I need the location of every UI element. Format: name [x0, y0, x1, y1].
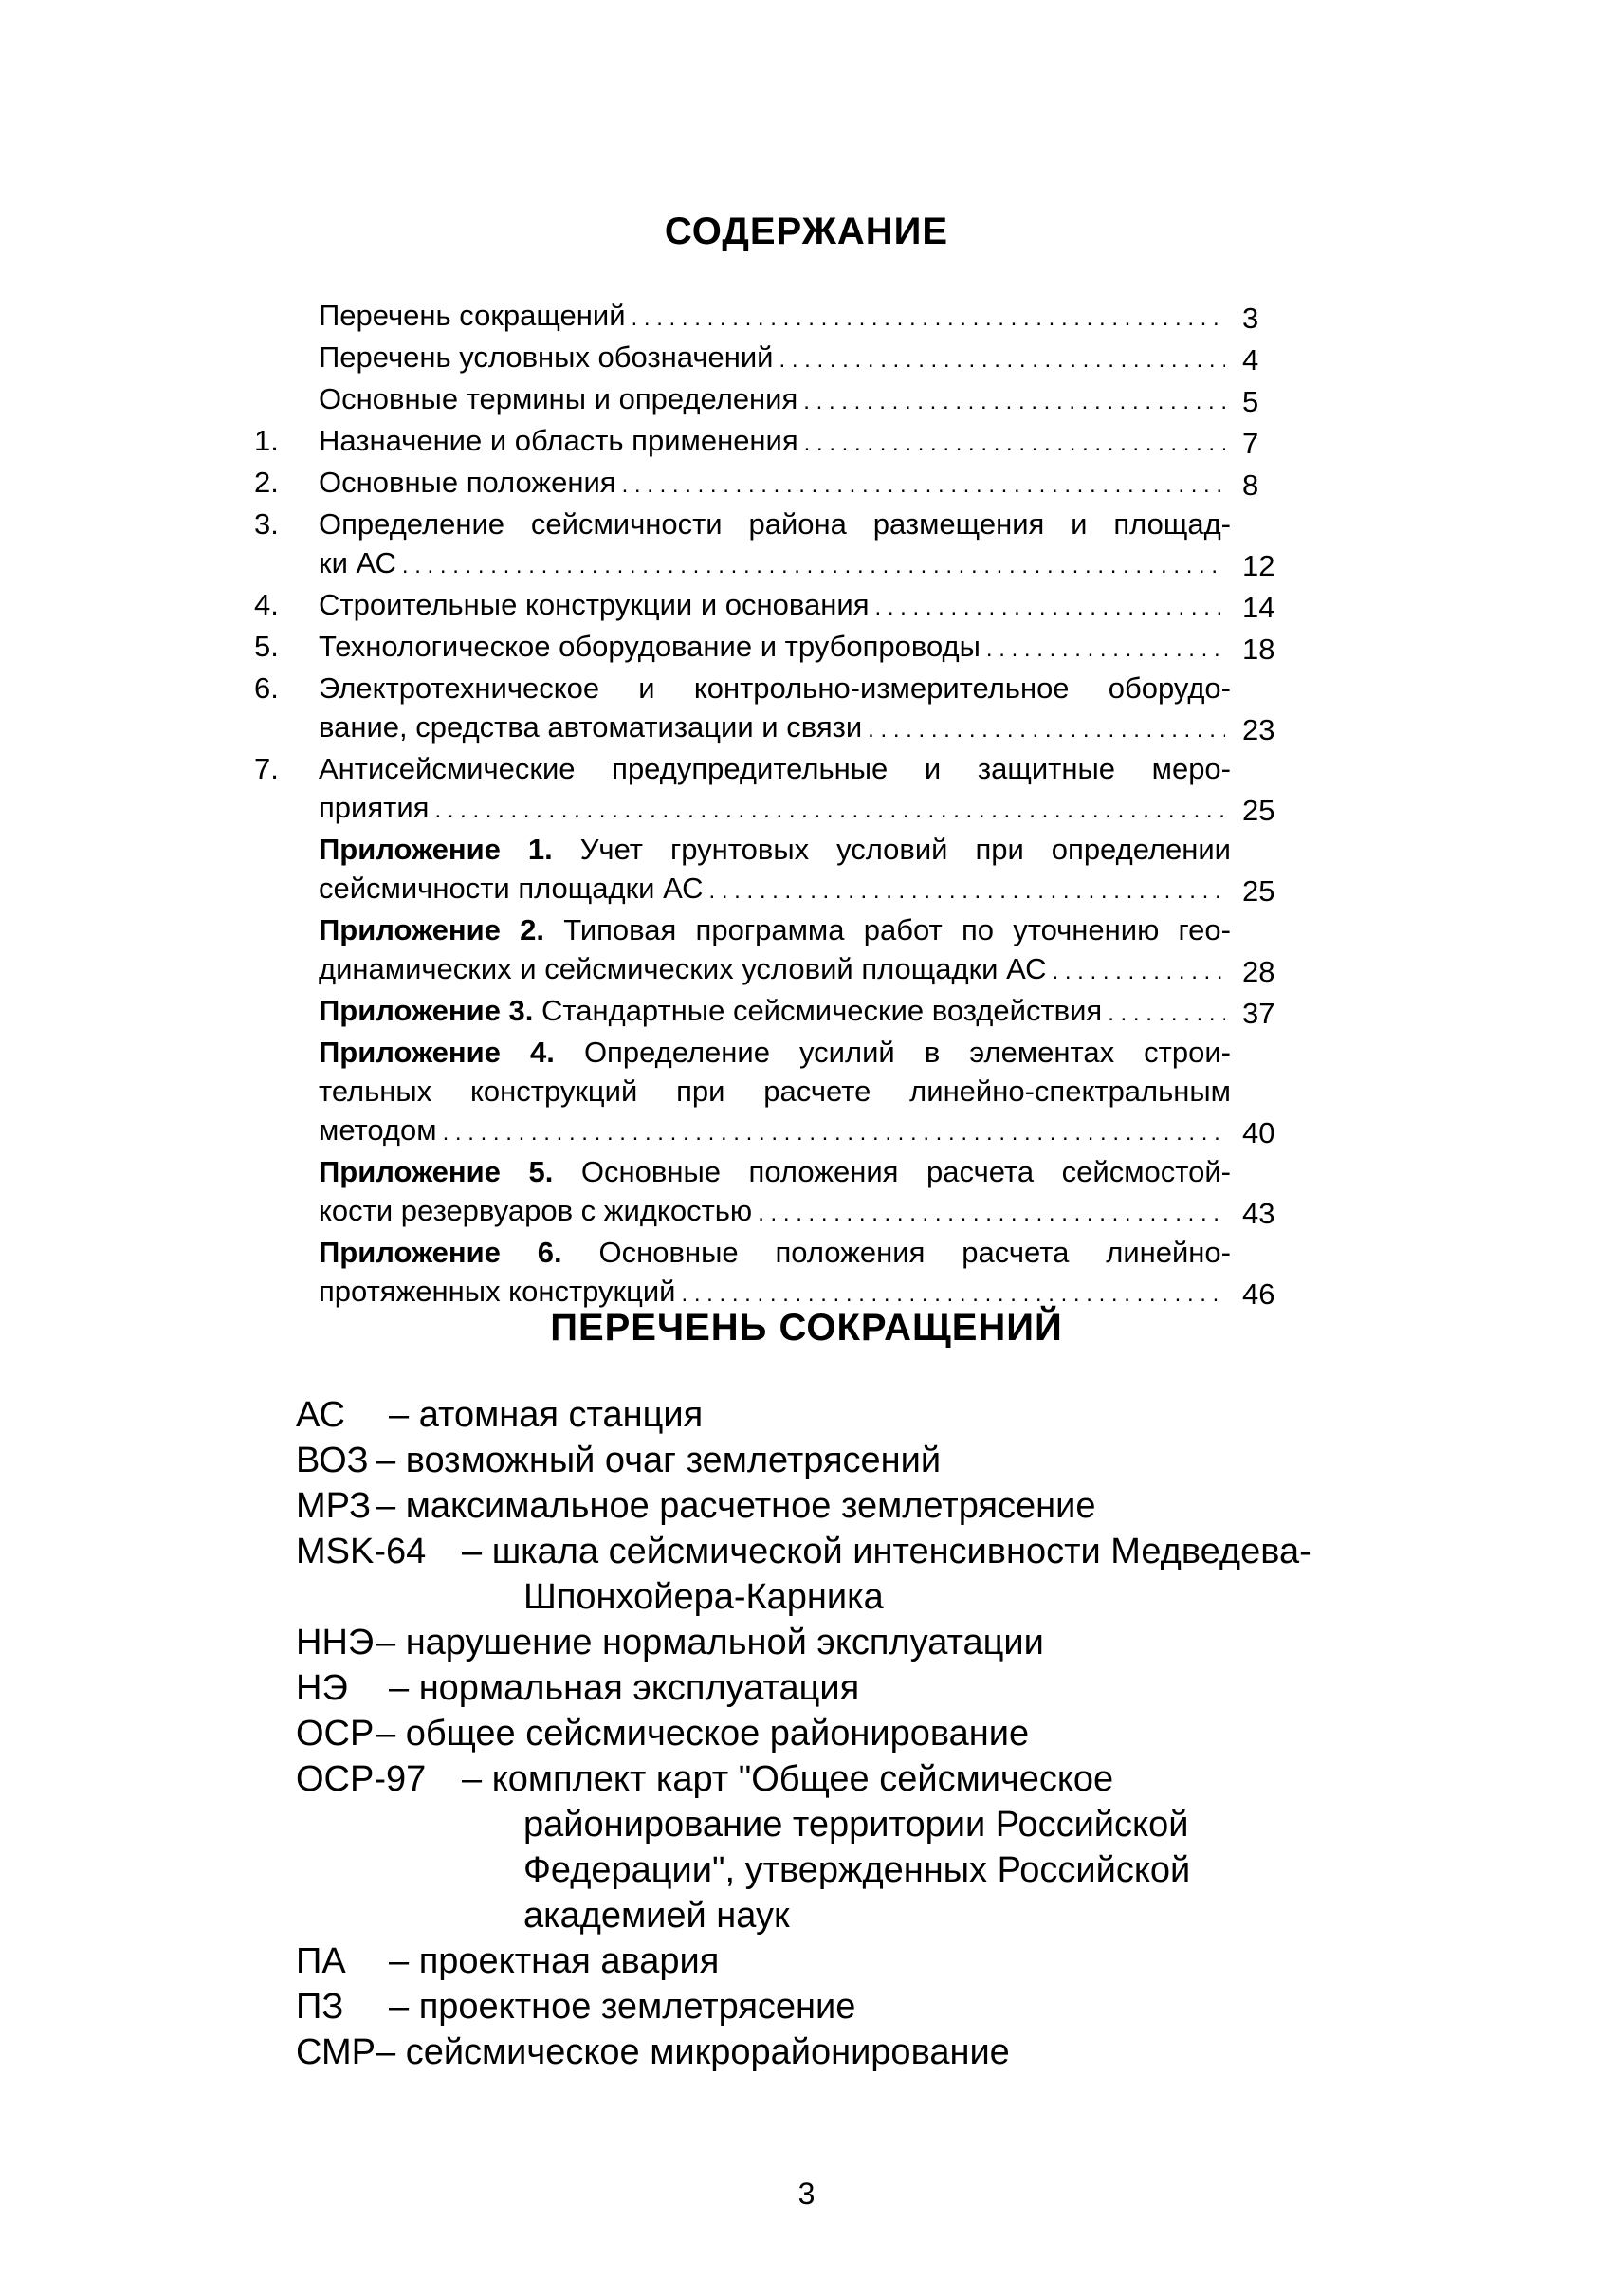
abbreviation-definition: – нарушение нормальной эксплуатации — [376, 1623, 1044, 1662]
abbreviation-row — [296, 1483, 1415, 1529]
toc-entry — [254, 910, 1299, 991]
toc-entry — [254, 338, 1299, 379]
toc-entry-number: 7. — [254, 752, 279, 785]
abbreviation-definition: – проектное землетрясение — [389, 1987, 856, 2027]
toc-entry-lastline — [319, 788, 1231, 830]
toc-entry — [254, 830, 1299, 910]
abbreviation-definition-continued: Шпонхойера-Карника — [523, 1577, 884, 1617]
toc-entry — [254, 627, 1299, 669]
toc-heading: СОДЕРЖАНИЕ — [664, 211, 949, 252]
appendix-label: Приложение 6. — [319, 1236, 562, 1269]
toc-entry-line: Приложение 6. Основные положения расчета линейно- — [319, 1236, 1231, 1269]
toc-entry — [254, 421, 1299, 463]
toc-entry — [254, 1152, 1299, 1233]
dot-leader — [622, 466, 1225, 505]
abbreviation-row — [296, 1984, 1415, 2030]
appendix-label: Приложение 2. — [319, 913, 545, 946]
toc-page-number: 18 — [1242, 633, 1275, 666]
toc-entry-line: Антисейсмические предупредительные и защитные меро- — [319, 752, 1231, 785]
toc-entry-lastline — [319, 949, 1231, 991]
toc-entry — [254, 991, 1299, 1033]
toc-entry-lastline — [319, 421, 1231, 463]
toc-entry-line: Приложение 5. Основные положения расчета сейсмостой- — [319, 1155, 1231, 1188]
dot-leader — [986, 630, 1225, 669]
toc-entry-lastline — [319, 1191, 1231, 1233]
toc-entry — [254, 379, 1299, 421]
abbreviation-term: ОСР-97 — [296, 1759, 427, 1799]
toc-entry — [254, 1033, 1299, 1152]
toc-entry — [254, 505, 1299, 585]
toc-page-number: 40 — [1242, 1116, 1275, 1149]
abbreviation-term: ВОЗ — [296, 1441, 369, 1480]
toc-page-number: 3 — [1242, 302, 1259, 335]
toc-entry — [254, 1233, 1299, 1313]
toc-page-number: 14 — [1242, 591, 1275, 624]
toc-entry-title: Строительные конструкции и основания — [319, 588, 870, 621]
appendix-label: Приложение 1. — [319, 833, 553, 866]
toc-entry-title: Технологическое оборудование и трубопроводы — [319, 630, 981, 663]
abbreviation-definition: – шкала сейсмической интенсивности Медведева- — [462, 1532, 1311, 1571]
toc-entry-title: ки АС — [319, 546, 396, 579]
abbreviation-term: МРЗ — [296, 1486, 372, 1526]
abbreviation-term: АС — [296, 1395, 345, 1435]
dot-leader — [803, 382, 1225, 421]
table-of-contents — [254, 296, 1299, 1313]
abbreviation-row — [296, 2030, 1415, 2075]
toc-entry-number: 5. — [254, 630, 279, 663]
dot-leader — [632, 299, 1225, 338]
toc-entry-title: кости резервуаров с жидкостью — [319, 1194, 753, 1227]
abbreviation-term: ННЭ — [296, 1623, 375, 1662]
abbreviation-definition: – максимальное расчетное землетрясение — [376, 1486, 1096, 1526]
toc-entry-lastline — [319, 296, 1231, 338]
abbreviation-term: СМР — [296, 2032, 376, 2072]
toc-entry-line: Приложение 1. Учет грунтовых условий при определении — [319, 833, 1231, 866]
toc-entry-line: тельных конструкций при расчете линейно-спектральным — [319, 1075, 1231, 1108]
toc-entry-line: Приложение 4. Определение усилий в элементах строи- — [319, 1036, 1231, 1069]
toc-entry-lastline — [319, 991, 1231, 1033]
abbreviation-term: ПЗ — [296, 1987, 344, 2027]
abbreviations-heading: ПЕРЕЧЕНЬ СОКРАЩЕНИЙ — [550, 1307, 1063, 1349]
toc-entry-line: Приложение 2. Типовая программа работ по уточнению гео- — [319, 913, 1231, 946]
dot-leader — [874, 588, 1225, 627]
abbreviation-definition: – комплект карт "Общее сейсмическое — [462, 1759, 1114, 1799]
toc-entry-number: 2. — [254, 466, 279, 499]
appendix-label: Приложение 5. — [319, 1155, 554, 1188]
toc-entry-number: 3. — [254, 507, 279, 541]
abbreviation-definition: – сейсмическое микрорайонирование — [376, 2032, 1010, 2072]
toc-entry-title: сейсмичности площадки АС — [319, 872, 704, 905]
abbreviation-definition-continued: Федерации", утвержденных Российской — [523, 1850, 1191, 1890]
toc-entry-title: Перечень условных обозначений — [319, 340, 774, 374]
abbreviation-definition: – общее сейсмическое районирование — [376, 1714, 1030, 1754]
appendix-label: Приложение 4. — [319, 1036, 555, 1069]
toc-entry — [254, 463, 1299, 505]
toc-entry — [254, 585, 1299, 627]
dot-leader — [402, 546, 1225, 585]
toc-entry-number: 1. — [254, 424, 279, 457]
toc-entry-lastline — [319, 463, 1231, 505]
toc-entry-title: Приложение 3. Стандартные сейсмические воздействия — [319, 994, 1103, 1027]
toc-page-number: 4 — [1242, 343, 1259, 377]
dot-leader — [758, 1194, 1225, 1233]
abbreviations-list — [296, 1392, 1415, 2075]
abbreviation-definition: – нормальная эксплуатация — [389, 1668, 860, 1708]
toc-entry-number: 4. — [254, 588, 279, 621]
toc-page-number: 7 — [1242, 427, 1259, 460]
dot-leader — [1108, 994, 1225, 1033]
abbreviation-term: ОСР — [296, 1714, 375, 1754]
toc-entry-title: Основные термины и определения — [319, 382, 798, 415]
toc-page-number: 25 — [1242, 874, 1275, 908]
abbreviation-term: НЭ — [296, 1668, 348, 1708]
toc-entry-title: Назначение и область применения — [319, 424, 798, 457]
dot-leader — [434, 791, 1225, 830]
toc-page-number: 46 — [1242, 1277, 1275, 1311]
toc-entry — [254, 669, 1299, 749]
toc-entry-lastline — [319, 627, 1231, 669]
abbreviation-definition: – проектная авария — [389, 1941, 720, 1981]
toc-page-number: 25 — [1242, 794, 1275, 827]
toc-entry-title: Основные положения — [319, 466, 616, 499]
abbreviation-definition: – возможный очаг землетрясений — [376, 1441, 942, 1480]
toc-page-number: 37 — [1242, 997, 1275, 1030]
toc-entry-title: динамических и сейсмических условий площадки АС — [319, 952, 1047, 985]
toc-page-number: 23 — [1242, 713, 1275, 746]
dot-leader — [443, 1113, 1225, 1152]
toc-entry-lastline — [319, 707, 1231, 749]
dot-leader — [804, 424, 1225, 463]
toc-entry-line: Определение сейсмичности района размещения и площад- — [319, 507, 1231, 541]
abbreviation-term: ПА — [296, 1941, 346, 1981]
toc-entry-title: Перечень сокращений — [319, 299, 626, 332]
toc-entry-line: Электротехническое и контрольно-измерительное оборудо- — [319, 671, 1231, 705]
abbreviation-row — [296, 1529, 1415, 1620]
abbreviation-row — [296, 1392, 1415, 1438]
abbreviation-row — [296, 1438, 1415, 1483]
toc-entry-lastline — [319, 869, 1231, 910]
abbreviation-definition-continued: районирование территории Российской — [523, 1805, 1189, 1845]
abbreviation-row — [296, 1665, 1415, 1711]
toc-entry-lastline — [319, 338, 1231, 379]
page-number: 3 — [797, 2177, 816, 2211]
dot-leader — [868, 710, 1225, 749]
abbreviation-definition: – атомная станция — [389, 1395, 704, 1435]
dot-leader — [1053, 952, 1226, 991]
toc-entry-number: 6. — [254, 671, 279, 705]
appendix-label: Приложение 3. — [319, 994, 534, 1027]
toc-entry-title: приятия — [319, 791, 430, 824]
abbreviation-row — [296, 1756, 1415, 1938]
toc-entry — [254, 296, 1299, 338]
toc-entry — [254, 749, 1299, 830]
abbreviation-term: MSK-64 — [296, 1532, 427, 1571]
toc-entry-title: методом — [319, 1113, 437, 1147]
abbreviation-definition-continued: академией наук — [523, 1896, 790, 1936]
toc-page-number: 28 — [1242, 955, 1275, 988]
toc-entry-title: протяженных конструкций — [319, 1275, 676, 1308]
toc-page-number: 43 — [1242, 1197, 1275, 1230]
toc-entry-lastline — [319, 543, 1231, 585]
dot-leader — [779, 340, 1226, 379]
toc-entry-lastline — [319, 585, 1231, 627]
abbreviation-row — [296, 1711, 1415, 1756]
abbreviation-row — [296, 1938, 1415, 1984]
toc-page-number: 8 — [1242, 468, 1259, 502]
toc-entry-lastline — [319, 1111, 1231, 1152]
toc-page-number: 12 — [1242, 549, 1275, 582]
toc-entry-lastline — [319, 379, 1231, 421]
dot-leader — [709, 872, 1226, 910]
abbreviation-row — [296, 1620, 1415, 1665]
toc-entry-title: вание, средства автоматизации и связи — [319, 710, 863, 744]
toc-page-number: 5 — [1242, 385, 1259, 418]
